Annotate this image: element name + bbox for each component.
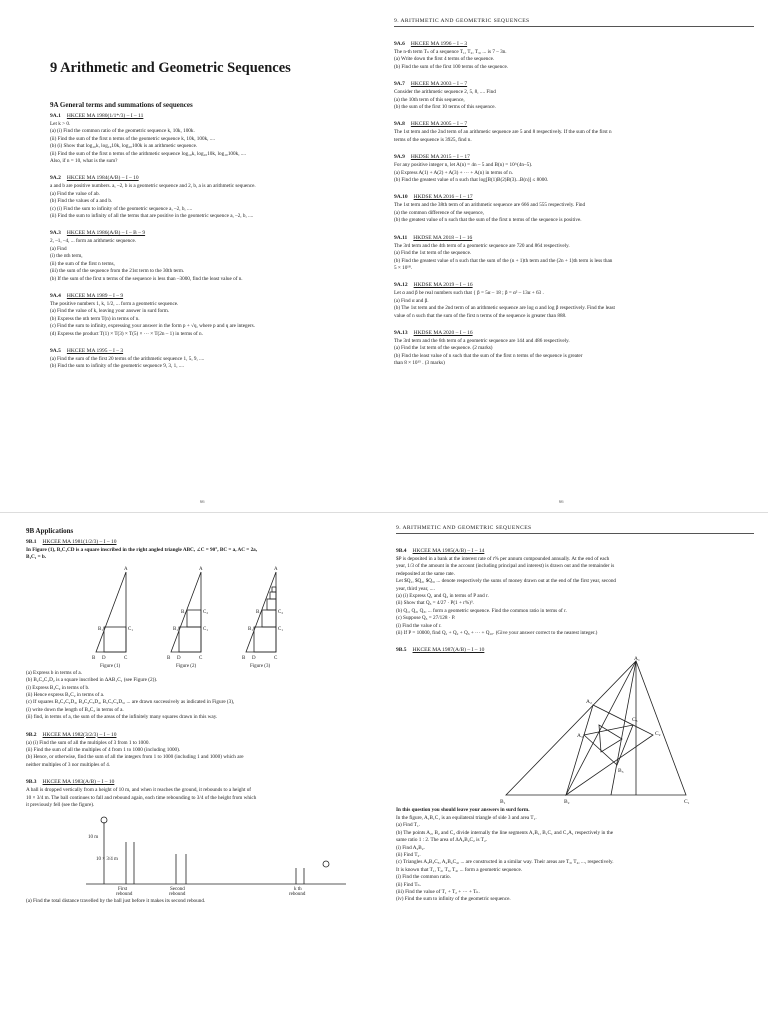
svg-text:B₁: B₁ (248, 626, 254, 632)
question-line: Let α and β be real numbers such that { β = 5α – 18 ; β = α² – 13α + 63 . (394, 290, 544, 297)
question-line: (b) Find the sum of the first 100 terms of the sequence. (394, 63, 509, 70)
svg-text:A: A (199, 566, 203, 572)
rebound-label: rebound (289, 891, 306, 896)
svg-text:D: D (177, 655, 181, 661)
question-9a10 (394, 194, 754, 224)
question-line: (b) The points A₂, B₂ and C₂ divide internally the line segments A₁B₁, B₁C₁ and C₁A₁ respectively in the (396, 829, 614, 836)
question-line: (a) (i) Find the common ratio of the geometric sequence k, 10k, 100k. (50, 128, 195, 135)
question-line: (b) Find the least value of n such that the sum of the first n terms of the sequence is greater (394, 352, 583, 359)
running-head: 9. ARITHMETIC AND GEOMETRIC SEQUENCES (394, 18, 754, 27)
page-4 (384, 512, 768, 1024)
vertex-label: A₃ (577, 733, 583, 740)
question-line: (a) Find T₁. (396, 822, 421, 829)
question-line: Let k > 0. (50, 121, 71, 127)
vertex-label: C₂ (655, 731, 661, 738)
question-9a12 (394, 282, 754, 320)
question-9b5 (396, 647, 754, 903)
question-line: (b) Q₁, Q₂, Q₃, ... form a geometric sequence. Find the common ratio in terms of r. (396, 607, 567, 614)
question-line: It is known that T₁, T₂, T₃, T₄, ... form a geometric sequence. (396, 866, 523, 873)
question-line: (b) If the sum of the first n terms of the sequence is less than –3000, find the least value of n. (50, 275, 243, 282)
question-9a7 (394, 81, 754, 111)
question-9a4 (50, 293, 368, 338)
question-line: value of n such that the sum of the first n terms of the sequence is greater than 888. (394, 312, 567, 319)
question-line: $P is deposited in a bank at the interest rate of r% per annum compounded annually. At the end of each (396, 556, 610, 562)
question-line: (i) Find the common ratio. (396, 874, 451, 881)
rebound-label: rebound (169, 891, 186, 896)
question-line: (ii) If P = 10000, find Q₁ + Q₂ + Q₃ + ··· + Q₁₀. (Give your answer correct to the nearest integer.) (396, 630, 598, 637)
vertex-label: A₂ (586, 699, 592, 706)
question-line: (i) Find the value of r. (396, 622, 442, 629)
question-9a5 (50, 348, 368, 371)
question-line: (a) Find the 1st term of the sequence. (394, 250, 472, 257)
question-line: (a) Find the value of k, leaving your answer in surd form. (50, 308, 170, 315)
rebound-label: rebound (116, 891, 133, 896)
svg-text:C₂: C₂ (278, 609, 284, 615)
question-line: (a) Express b in terms of a. (26, 669, 83, 676)
vertex-label: B₂ (564, 799, 570, 806)
question-line: neither multiples of 3 nor multiples of 4. (26, 761, 111, 768)
question-line: a and b are positive numbers. a, –2, b is a geometric sequence and 2, b, a is an arithmetic sequence. (50, 183, 256, 190)
svg-text:B: B (92, 655, 96, 661)
question-header: 9A.1 HKCEE MA 1980(1/1*/3) – I – 11 (50, 113, 144, 119)
question-line: (a) Find (50, 245, 67, 252)
question-line: The 1st term and the 2nd term of an arithmetic sequence are 5 and 8 respectively. If the sum of the first n (394, 129, 612, 136)
question-line: (b) Hence, or otherwise, find the sum of all the integers from 1 to 1000 (including 1 and 1000) which are (26, 754, 244, 761)
svg-text:B₂: B₂ (256, 609, 262, 615)
question-line: The 3rd term and the 4th term of a geometric sequence are 720 and 864 respectively. (394, 242, 570, 249)
svg-text:C₂: C₂ (203, 609, 209, 615)
question-header: 9B.3 HKCEE MA 1983(A/B) – I – 10 (26, 779, 115, 786)
vertex-label: C₃ (632, 717, 638, 724)
question-line: (a) (i) Find the sum of all the multiples of 3 from 1 to 1000. (26, 739, 150, 746)
height-label: 10 × 3/4 m (96, 856, 118, 862)
question-line: (ii) Find the sum of all the multiples of 4 from 1 to 1000 (including 1000). (26, 747, 181, 754)
question-line: (ii) Show that Q₃ = 4/27 · P(1 + r%)³. (396, 600, 474, 607)
question-line: same ratio 1 : 2. The area of ΔA₂B₂C₂ is T₂. (396, 837, 488, 844)
question-line: (iv) Find the sum to infinity of the geometric sequence. (396, 896, 511, 903)
question-line: (ii) Find the sum of the first n terms of the geometric sequence k, 10k, 100k, .... (50, 135, 215, 142)
height-label: 10 m (88, 834, 99, 840)
running-head: 9. ARITHMETIC AND GEOMETRIC SEQUENCES (396, 525, 754, 534)
question-header: 9A.9 HKDSE MA 2015 – I – 17 (394, 154, 470, 161)
svg-text:D: D (252, 655, 256, 661)
figure-label: Figure (1) (100, 663, 121, 668)
question-line: 10 × 3/4 m. The ball continues to fall and rebound again, each time rebounding to 3/4 of the height from which (26, 794, 257, 801)
question-line: (a) Find the sum of the first 20 terms of the arithmetic sequence 1, 5, 9, .... (50, 355, 205, 362)
question-header: 9A.10 HKDSE MA 2016 – I – 17 (394, 194, 473, 201)
vertex-label: A₁ (634, 656, 640, 663)
rebound-label: Second (170, 886, 185, 892)
question-line: it previously fell (see the figure). (26, 802, 95, 809)
question-line: (i) Express B₂C₂ in terms of b. (26, 684, 90, 691)
question-line: In this question you should leave your answers in surd form. (396, 807, 530, 814)
question-9b4 (396, 548, 754, 637)
question-9a2 (50, 175, 368, 220)
question-line: (ii) Hence express B₂C₂ in terms of a. (26, 692, 105, 699)
question-line: In Figure (1), B₁C₁CD is a square inscribed in the right angled triangle ABC, ∠C = 90°, BC = a, AC = 2a, (26, 547, 258, 553)
question-line: (i) write down the length of B₃C₃ in terms of a. (26, 706, 124, 713)
question-header: 9A.2 HKCEE MA 1984(A/B) – I – 10 (50, 175, 139, 182)
svg-text:C₁: C₁ (128, 626, 134, 632)
question-line: (a) Write down the first 4 terms of the sequence. (394, 56, 495, 63)
svg-text:C₁: C₁ (203, 626, 209, 632)
section-title: 9B Applications (26, 527, 74, 535)
question-line: B₁C₁ = b. (26, 554, 47, 561)
question-9a6 (394, 41, 754, 71)
svg-text:B₂: B₂ (181, 609, 187, 615)
page-number: 66 (559, 499, 564, 504)
page-2 (384, 0, 768, 512)
question-line: terms of the sequence is 3925, find n. (394, 136, 472, 143)
question-header: 9A.11 HKDSE MA 2018 – I – 16 (394, 234, 473, 241)
question-line: 5 × 10¹⁸. (394, 264, 412, 271)
question-line: (c) Suppose Q₃ = 27/128 · P. (396, 615, 456, 622)
question-9a8 (394, 121, 754, 144)
question-line: year, third year, .... (396, 585, 435, 592)
section-title: 9A General terms and summations of sequences (50, 101, 193, 109)
question-line: Consider the arithmetic sequence 2, 5, 8, .... Find (394, 89, 496, 96)
svg-text:C: C (274, 655, 278, 661)
question-line: The 3rd term and the 6th term of a geometric sequence are 144 and 486 respectively. (394, 337, 570, 344)
svg-text:C: C (199, 655, 203, 661)
question-line: (b) the sum of the first 10 terms of this sequence. (394, 104, 496, 111)
rebound-label: k th (294, 886, 302, 892)
question-line: (a) Find α and β. (394, 297, 429, 304)
question-line: (i) Find A₂B₂. (396, 844, 425, 851)
question-line: (c) (i) Find the sum to infinity of the geometric sequence a, –2, b, .... (50, 205, 193, 212)
question-line: The n-th term Tₙ of a sequence T₁, T₂, T₃, ... is 7 – 3n. (394, 49, 507, 55)
svg-text:D: D (102, 655, 106, 661)
question-line: (ii) Find the sum to infinity of all the terms that are positive in the geometric sequence a, –2, b, .... (50, 213, 254, 220)
question-line: (a) the common difference of the sequence, (394, 209, 484, 216)
question-line: (c) If squares B₃C₃C₂D₃, B₄C₄C₃D₄, B₅C₅C₄D₅, ... are drawn successively as indicated in Figure (3), (26, 699, 235, 706)
rebound-label: First (118, 886, 128, 892)
question-line: (b) The 1st term and the 2nd term of an arithmetic sequence are log α and log β respectively. Find the least (394, 305, 615, 312)
question-9a1 (50, 113, 368, 165)
question-line: (a) Find the total distance travelled by the ball just before it makes its second rebound. (26, 897, 206, 904)
question-line: (a) Find the value of ab. (50, 190, 100, 197)
question-line: A ball is dropped vertically from a height of 10 m, and when it reaches the ground, it rebounds to a height of (26, 787, 252, 794)
question-line: (c) Triangles A₃B₃C₃, A₄B₄C₄, ... are constructed in a similar way. Their areas are T₃, T₄, ..., respectively. (396, 859, 614, 866)
question-line: (b) Find the greatest value of n such that the sum of the (n + 1)th term and the (2n + 1)th term is less than (394, 257, 613, 264)
svg-text:B: B (242, 655, 246, 661)
question-line: (b) Find the sum to infinity of the geometric sequence 9, 3, 1, .... (50, 363, 184, 370)
question-line: (ii) the sum of the first n terms, (50, 260, 115, 267)
question-line: (ii) Find T₂. (396, 851, 421, 858)
question-9b1 (26, 539, 368, 722)
chapter-title: 9 Arithmetic and Geometric Sequences (50, 60, 291, 76)
question-list (50, 113, 368, 371)
question-header: 9B.5 HKCEE MA 1987(A/B) – I – 10 (396, 647, 485, 654)
question-header: 9A.8 HKCEE MA 2005 – I – 7 (394, 121, 468, 128)
question-header: 9A.13 HKDSE MA 2020 – I – 16 (394, 329, 473, 336)
question-9a11 (394, 235, 754, 273)
svg-text:C: C (124, 655, 128, 661)
question-header: 9A.3 HKCEE MA 1986(A/B) – I – B – 9 (50, 230, 146, 237)
svg-text:B₁: B₁ (173, 626, 179, 632)
question-header: 9B.1 HKCEE MA 1981(1/2/3) – I – 10 (26, 539, 117, 545)
question-line: (d) Express the product T(1) × T(3) × T(5) × ··· × T(2n – 1) in terms of n. (50, 330, 203, 337)
question-line: (b) B₂C₂C₁D₂ is a square inscribed in ΔAB₁C₁ (see Figure (2)). (26, 677, 158, 684)
question-line: Also, if n = 10, what is the sum? (50, 158, 118, 165)
page-3 (0, 512, 384, 1024)
question-list (394, 41, 754, 368)
question-9a13 (394, 330, 754, 368)
question-line: year, 1/3 of the amount in the account (including principal and interest) is drawn out and the remainder is (396, 563, 615, 570)
question-line: The 1st term and the 38th term of an arithmetic sequence are 666 and 555 respectively. Find (394, 202, 586, 209)
question-header: 9B.2 HKCEE MA 1982(3/2/3) – I – 10 (26, 731, 117, 738)
question-line: (a) Find the 1st term of the sequence. (2 marks) (394, 345, 493, 352)
vertex-label: C₁ (684, 799, 690, 806)
svg-text:A: A (274, 566, 278, 572)
question-line: 2, –1, –4, ... form an arithmetic sequence. (50, 238, 137, 245)
question-header: 9A.5 HKCEE MA 1995 – I – 3 (50, 347, 124, 354)
question-line: (b) Find the greatest value of n such that log[B(1)B(2)B(3)...B(n)] ≤ 8000. (394, 177, 549, 184)
vertex-label: B₁ (500, 799, 506, 806)
question-line: redeposited at the same rate. (396, 570, 455, 577)
question-line: (iii) the sum of the sequence from the 21st term to the 30th term. (50, 268, 185, 275)
question-header: 9A.6 HKCEE MA 1996 – I – 3 (394, 41, 468, 47)
question-line: (ii) find, in terms of a, the sum of the areas of the infinitely many squares drawn in this way. (26, 714, 218, 721)
question-line: (b) Express the nth term T(n) in terms of n. (50, 315, 140, 322)
question-9a9 (394, 154, 754, 184)
question-line: For any positive integer n, let A(n) = 4n – 5 and B(n) = 10^(4n–5). (394, 162, 533, 169)
question-line: (a) (i) Express Q₁ and Q₂ in terms of P and r. (396, 593, 489, 600)
question-header: 9B.4 HKCEE MA 1985(A/B) – I – 14 (396, 548, 485, 554)
question-line: (a) Express A(1) + A(2) + A(3) + ··· + A(n) in terms of n. (394, 169, 514, 176)
question-line: (c) Find the sum to infinity, expressing your answer in the form p + √q, where p and q are integers. (50, 323, 255, 330)
nested-triangles-figure (396, 655, 746, 805)
figure-label: Figure (2) (176, 663, 197, 668)
svg-text:B₁: B₁ (98, 626, 104, 632)
question-line: (ii) Find the sum of the first n terms of the arithmetic sequence log₁₀k, log₁₀10k, log₁₀100k, .... (50, 150, 246, 157)
question-9b3 (26, 779, 368, 905)
question-line: (b) the greatest value of n such that the sum of the first n terms of the sequence is positive. (394, 217, 582, 224)
question-9a3 (50, 230, 368, 282)
question-line: (i) the nth term, (50, 253, 83, 260)
page-number: 66 (200, 499, 205, 504)
question-line: (ii) Find Tₙ. (396, 881, 422, 888)
question-header: 9A.7 HKCEE MA 2003 – I – 7 (394, 81, 468, 88)
page-1 (0, 0, 384, 512)
question-line: Let $Q₁, $Q₂, $Q₃, ... denote respectively the sums of money drawn out at the end of the first year, second (396, 578, 617, 585)
question-line: The positive numbers 1, k, 1/2, ... form a geometric sequence. (50, 300, 179, 307)
question-line: (b) Find the values of a and b. (50, 198, 113, 205)
question-header: 9A.4 HKCEE MA 1989 – I – 9 (50, 292, 124, 299)
ball-bounce-figure (26, 812, 356, 896)
question-header: 9A.12 HKDSE MA 2019 – I – 16 (394, 282, 473, 289)
svg-text:B: B (167, 655, 171, 661)
figure-label: Figure (3) (250, 663, 271, 668)
vertex-label: B₃ (618, 768, 624, 775)
svg-text:C₁: C₁ (278, 626, 284, 632)
question-9b2 (26, 732, 368, 770)
square-figures (26, 564, 356, 668)
question-line: than 8 × 10¹⁵ . (3 marks) (394, 360, 445, 367)
svg-text:A: A (124, 566, 128, 572)
question-line: (a) the 10th term of this sequence, (394, 96, 465, 103)
question-line: (iii) Find the value of T₁ + T₂ + ··· + Tₙ. (396, 888, 480, 895)
question-line: (b) (i) Show that log₁₀k, log₁₀10k, log₁₀100k is an arithmetic sequence. (50, 143, 198, 150)
question-line: In the figure, A₁B₁C₁ is an equilateral triangle of side 3 and area T₁. (396, 814, 537, 821)
